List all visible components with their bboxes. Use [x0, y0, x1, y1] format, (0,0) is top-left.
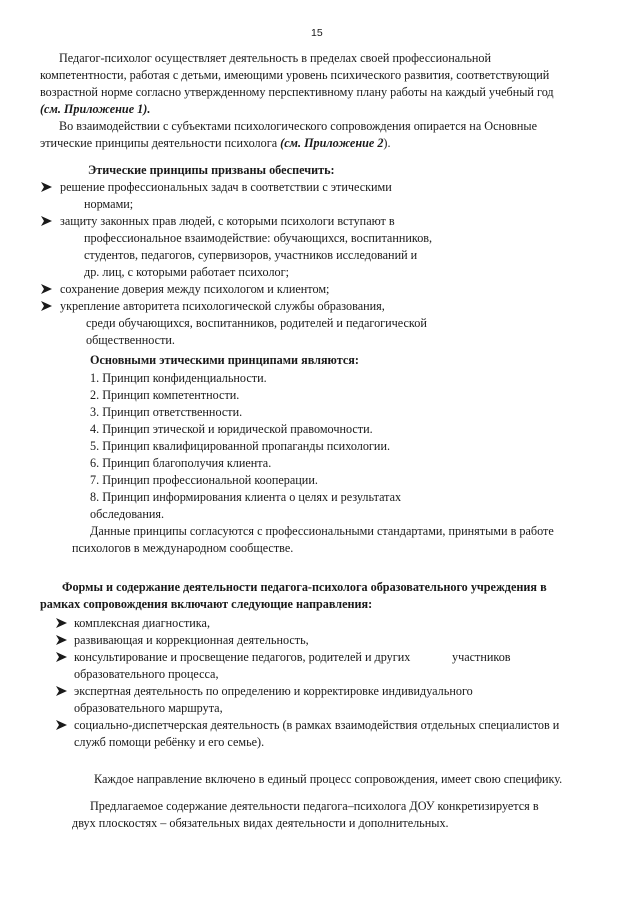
para1-line2: компетентности, работая с детьми, имеющими уровень психического развития, соответствующий	[40, 68, 550, 82]
principle-5: 5. Принцип квалифицированной пропаганды психологии.	[90, 439, 391, 453]
arrowhead-bullet-icon	[55, 685, 69, 697]
ethics-bullet-2-cont1: профессиональное взаимодействие: обучающихся, воспитанников,	[84, 231, 433, 245]
arrowhead-bullet-icon	[40, 181, 54, 193]
direction-3-tail: участников	[452, 650, 511, 664]
ethics-bullet-4-cont2: общественности.	[86, 333, 175, 347]
forms-heading-line1: Формы и содержание деятельности педагога-психолога образовательного учреждения в	[62, 580, 547, 594]
para2-line1: Во взаимодействии с субъектами психологического сопровождения опирается на Основные	[59, 119, 537, 133]
ethics-bullet-1: решение профессиональных задач в соответствии с этическими	[60, 180, 392, 194]
forms-heading-line2: рамках сопровождения включают следующие направления:	[40, 597, 373, 611]
direction-4-cont: образовательного маршрута,	[74, 701, 223, 715]
direction-1: комплексная диагностика,	[74, 616, 211, 630]
para2-line2-end: ).	[383, 136, 391, 150]
principles-heading: Основными этическими принципами являются:	[90, 353, 359, 367]
appendix2-ref: (см. Приложение 2	[280, 136, 384, 150]
arrowhead-bullet-icon	[40, 215, 54, 227]
direction-4: экспертная деятельность по определению и корректировке индивидуального	[74, 684, 473, 698]
ethics-bullet-2: защиту законных прав людей, с которыми психологи вступают в	[60, 214, 395, 228]
arrowhead-bullet-icon	[55, 634, 69, 646]
para2-line2	[40, 135, 391, 151]
arrowhead-bullet-icon	[55, 617, 69, 629]
para1-line3: возрастной норме согласно утвержденному перспективному плану работы на каждый учебный год	[40, 85, 554, 99]
para1-line1: Педагог-психолог осуществляет деятельность в пределах своей профессиональной	[59, 51, 492, 65]
closing-paragraph-2-line2: двух плоскостях – обязательных видах деятельности и дополнительных.	[72, 816, 449, 830]
direction-3-cont: образовательного процесса,	[74, 667, 219, 681]
direction-5-cont: служб помощи ребёнку и его семье).	[74, 735, 265, 749]
ethics-bullet-3: сохранение доверия между психологом и клиентом;	[60, 282, 330, 296]
principle-4: 4. Принцип этической и юридической правомочности.	[90, 422, 373, 436]
principle-6: 6. Принцип благополучия клиента.	[90, 456, 272, 470]
para2-line2-text: этические принципы деятельности психолога	[40, 136, 281, 150]
ethics-bullet-1-cont: нормами;	[84, 197, 134, 211]
closing-paragraph-1: Каждое направление включено в единый процесс сопровождения, имеет свою специфику.	[94, 772, 563, 786]
principle-1: 1. Принцип конфиденциальности.	[90, 371, 267, 385]
appendix1-ref: (см. Приложение 1).	[40, 102, 151, 116]
principle-7: 7. Принцип профессиональной кооперации.	[90, 473, 318, 487]
principle-8: 8. Принцип информирования клиента о целях и результатах	[90, 490, 402, 504]
standards-line1: Данные принципы согласуются с профессиональными стандартами, принятыми в работе	[90, 524, 554, 538]
ethics-bullet-4: укрепление авторитета психологической службы образования,	[60, 299, 385, 313]
arrowhead-bullet-icon	[55, 719, 69, 731]
direction-2: развивающая и коррекционная деятельность,	[74, 633, 309, 647]
arrowhead-bullet-icon	[40, 300, 54, 312]
principle-2: 2. Принцип компетентности.	[90, 388, 240, 402]
ethics-bullet-2-cont3: др. лиц, с которыми работает психолог;	[84, 265, 290, 279]
ethics-bullet-2-cont2: студентов, педагогов, супервизоров, участников исследований и	[84, 248, 418, 262]
page-number: 15	[311, 27, 323, 39]
direction-5: социально-диспетчерская деятельность (в рамках взаимодействия отдельных специалистов и	[74, 718, 560, 732]
closing-paragraph-2-line1: Предлагаемое содержание деятельности педагога–психолога ДОУ конкретизируется в	[90, 799, 539, 813]
ethics-bullet-4-cont1: среди обучающихся, воспитанников, родителей и педагогической	[86, 316, 427, 330]
principle-8-cont: обследования.	[90, 507, 165, 521]
standards-line2: психологов в международном сообществе.	[72, 541, 294, 555]
direction-3: консультирование и просвещение педагогов, родителей и других	[74, 650, 411, 664]
principle-3: 3. Принцип ответственности.	[90, 405, 243, 419]
ethics-heading: Этические принципы призваны обеспечить:	[88, 163, 335, 177]
arrowhead-bullet-icon	[40, 283, 54, 295]
arrowhead-bullet-icon	[55, 651, 69, 663]
